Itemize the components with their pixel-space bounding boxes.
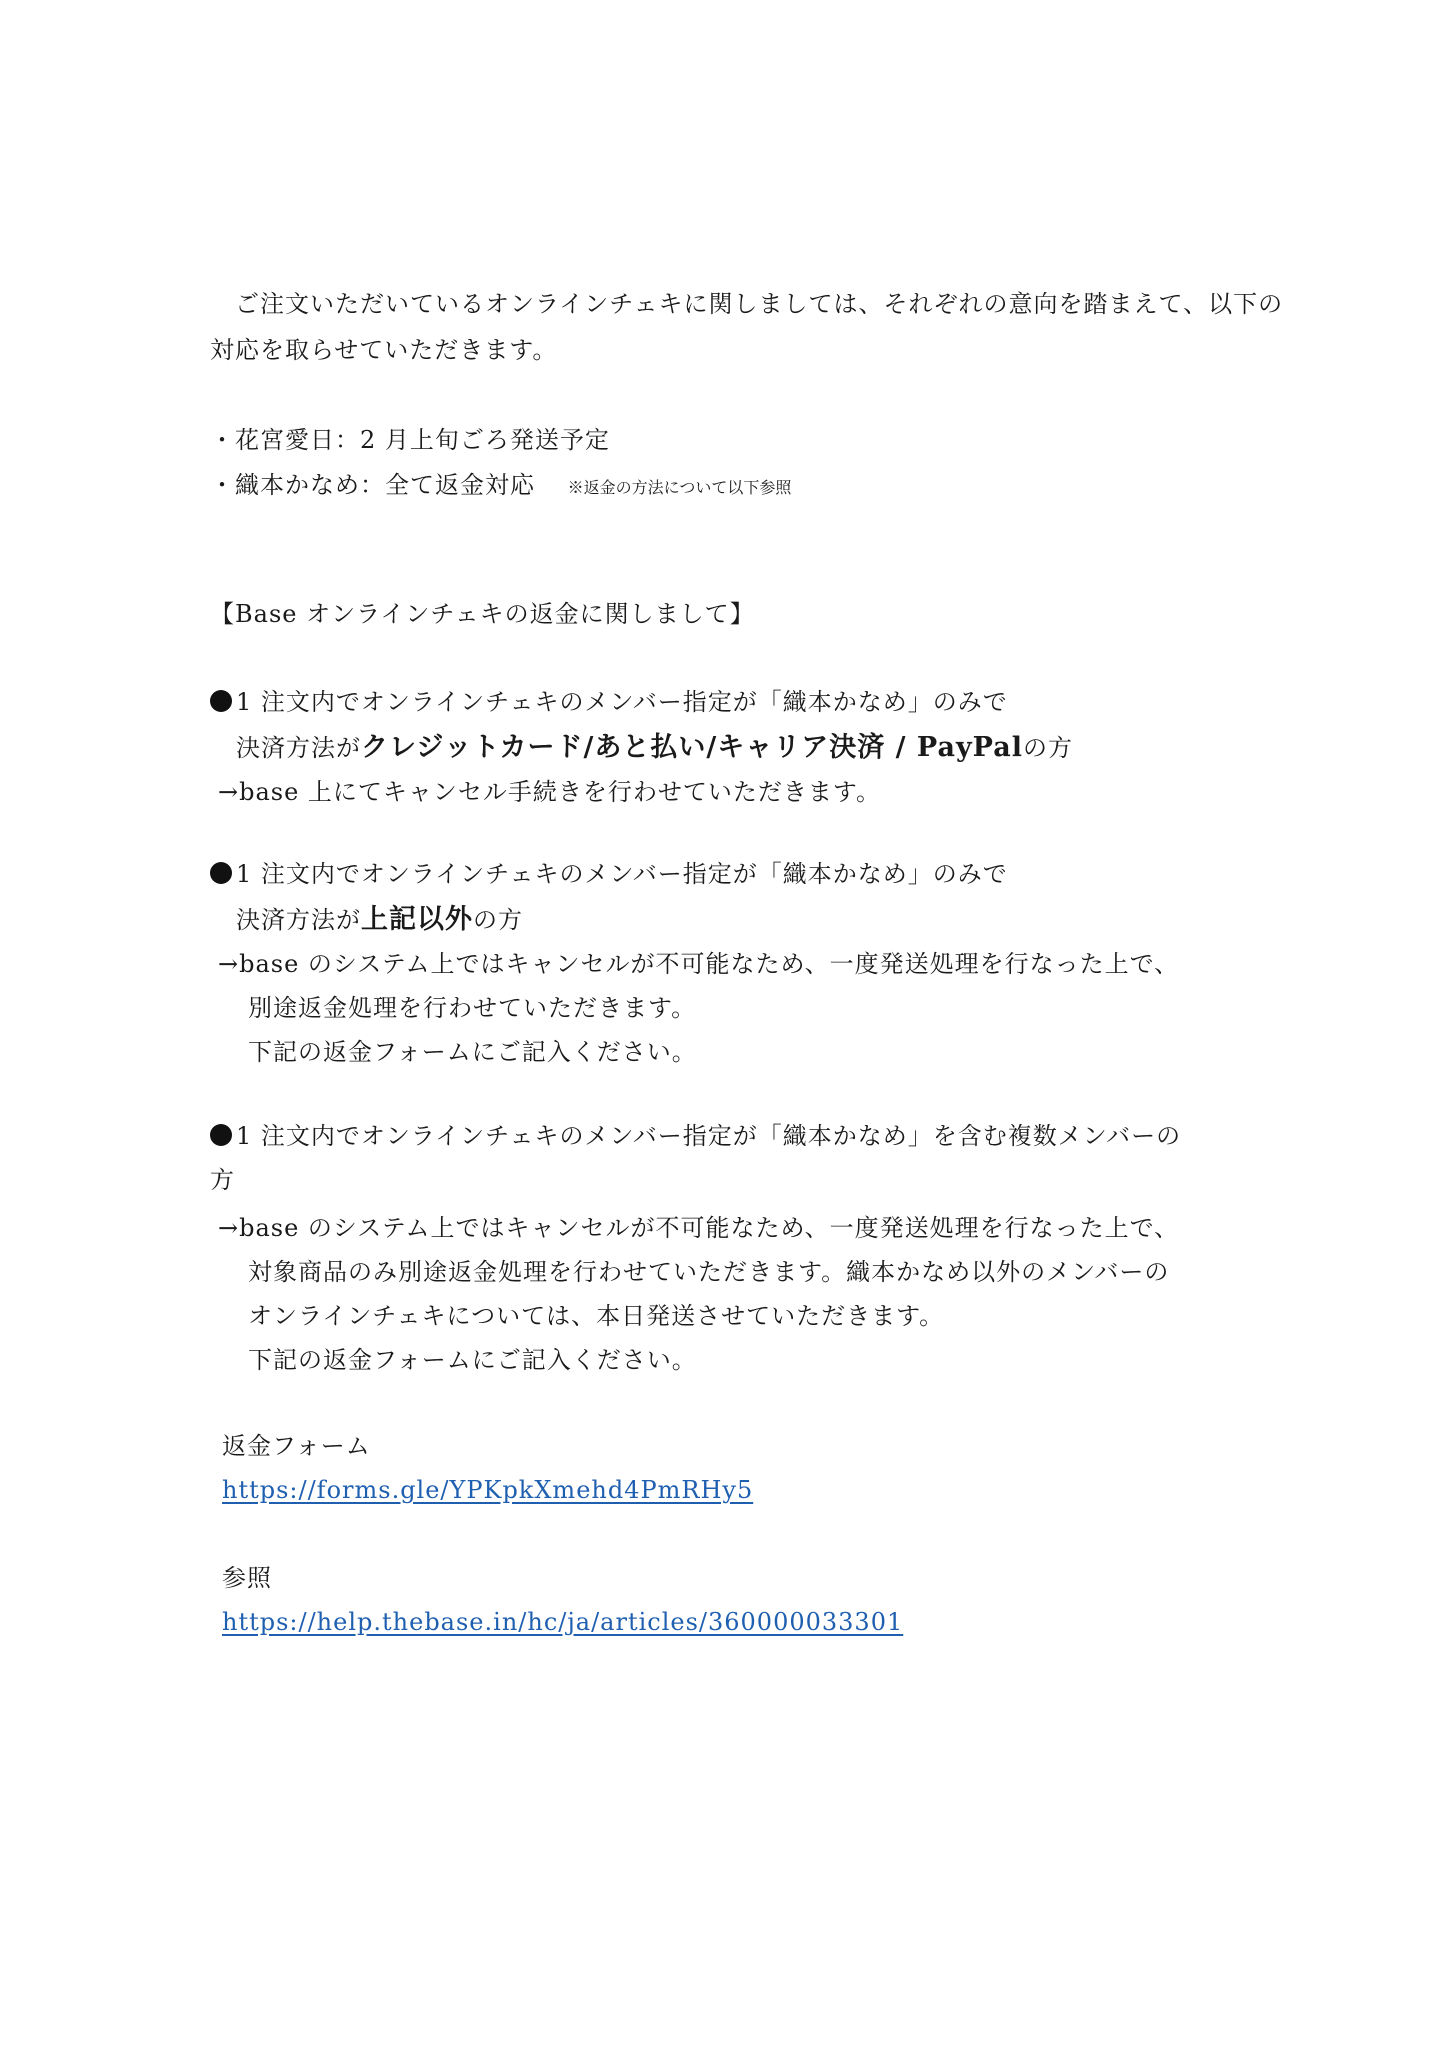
case2-payment-methods: 上記以外 xyxy=(361,904,473,935)
case1-payment xyxy=(236,732,1073,764)
case3-action-1: →base のシステム上ではキャンセルが不可能なため、一度発送処理を行なった上で、 xyxy=(218,1214,1180,1242)
refund-form-label: 返金フォーム xyxy=(222,1432,371,1460)
intro-line-1: ご注文いただいているオンラインチェキに関しましては、それぞれの意向を踏まえて、以下の xyxy=(210,290,1284,318)
member-item-orimoto-note: ※返金の方法について以下参照 xyxy=(567,478,792,497)
reference-url[interactable]: https://help.thebase.in/hc/ja/articles/360000033301 xyxy=(222,1608,904,1636)
refund-form-url[interactable]: https://forms.gle/YPKpkXmehd4PmRHy5 xyxy=(222,1476,754,1504)
reference-link[interactable] xyxy=(222,1606,903,1638)
case3-action-2: 対象商品のみ別途返金処理を行わせていただきます。織本かなめ以外のメンバーの xyxy=(248,1258,1170,1286)
member-item-hanamiya: ・花宮愛日：2 月上旬ごろ発送予定 xyxy=(210,426,610,454)
refund-form-link[interactable] xyxy=(222,1474,753,1506)
member-item-orimoto xyxy=(210,469,791,504)
bullet-icon xyxy=(210,690,232,712)
member-item-orimoto-text: ・織本かなめ：全て返金対応 xyxy=(210,471,535,499)
intro-line-2: 対応を取らせていただきます。 xyxy=(210,336,558,364)
case2-condition xyxy=(210,858,1008,890)
case1-payment-methods: クレジットカード/あと払い/キャリア決済 / PayPal xyxy=(361,732,1023,763)
case3-action-3: オンラインチェキについては、本日発送させていただきます。 xyxy=(248,1302,945,1330)
bullet-icon xyxy=(210,862,232,884)
case2-action-3: 下記の返金フォームにご記入ください。 xyxy=(248,1038,697,1066)
case2-action-1: →base のシステム上ではキャンセルが不可能なため、一度発送処理を行なった上で、 xyxy=(218,950,1180,978)
case1-payment-prefix: 決済方法が xyxy=(236,734,361,762)
case1-payment-suffix: の方 xyxy=(1023,734,1073,762)
case2-payment-suffix: の方 xyxy=(473,906,523,934)
reference-label: 参照 xyxy=(222,1564,272,1592)
bullet-icon xyxy=(210,1124,232,1146)
case2-condition-text: 1 注文内でオンラインチェキのメンバー指定が「織本かなめ」のみで xyxy=(236,860,1008,888)
case3-action-4: 下記の返金フォームにご記入ください。 xyxy=(248,1346,697,1374)
case1-condition xyxy=(210,686,1008,718)
case2-payment-prefix: 決済方法が xyxy=(236,906,361,934)
case1-action: →base 上にてキャンセル手続きを行わせていただきます。 xyxy=(218,778,882,806)
refund-heading: 【Base オンラインチェキの返金に関しまして】 xyxy=(210,600,755,628)
case3-condition-cont: 方 xyxy=(210,1166,235,1194)
case2-action-2: 別途返金処理を行わせていただきます。 xyxy=(248,994,697,1022)
case1-condition-text: 1 注文内でオンラインチェキのメンバー指定が「織本かなめ」のみで xyxy=(236,688,1008,716)
case2-payment xyxy=(236,904,523,936)
case3-condition-text: 1 注文内でオンラインチェキのメンバー指定が「織本かなめ」を含む複数メンバーの xyxy=(236,1122,1182,1150)
case3-condition xyxy=(210,1120,1181,1152)
